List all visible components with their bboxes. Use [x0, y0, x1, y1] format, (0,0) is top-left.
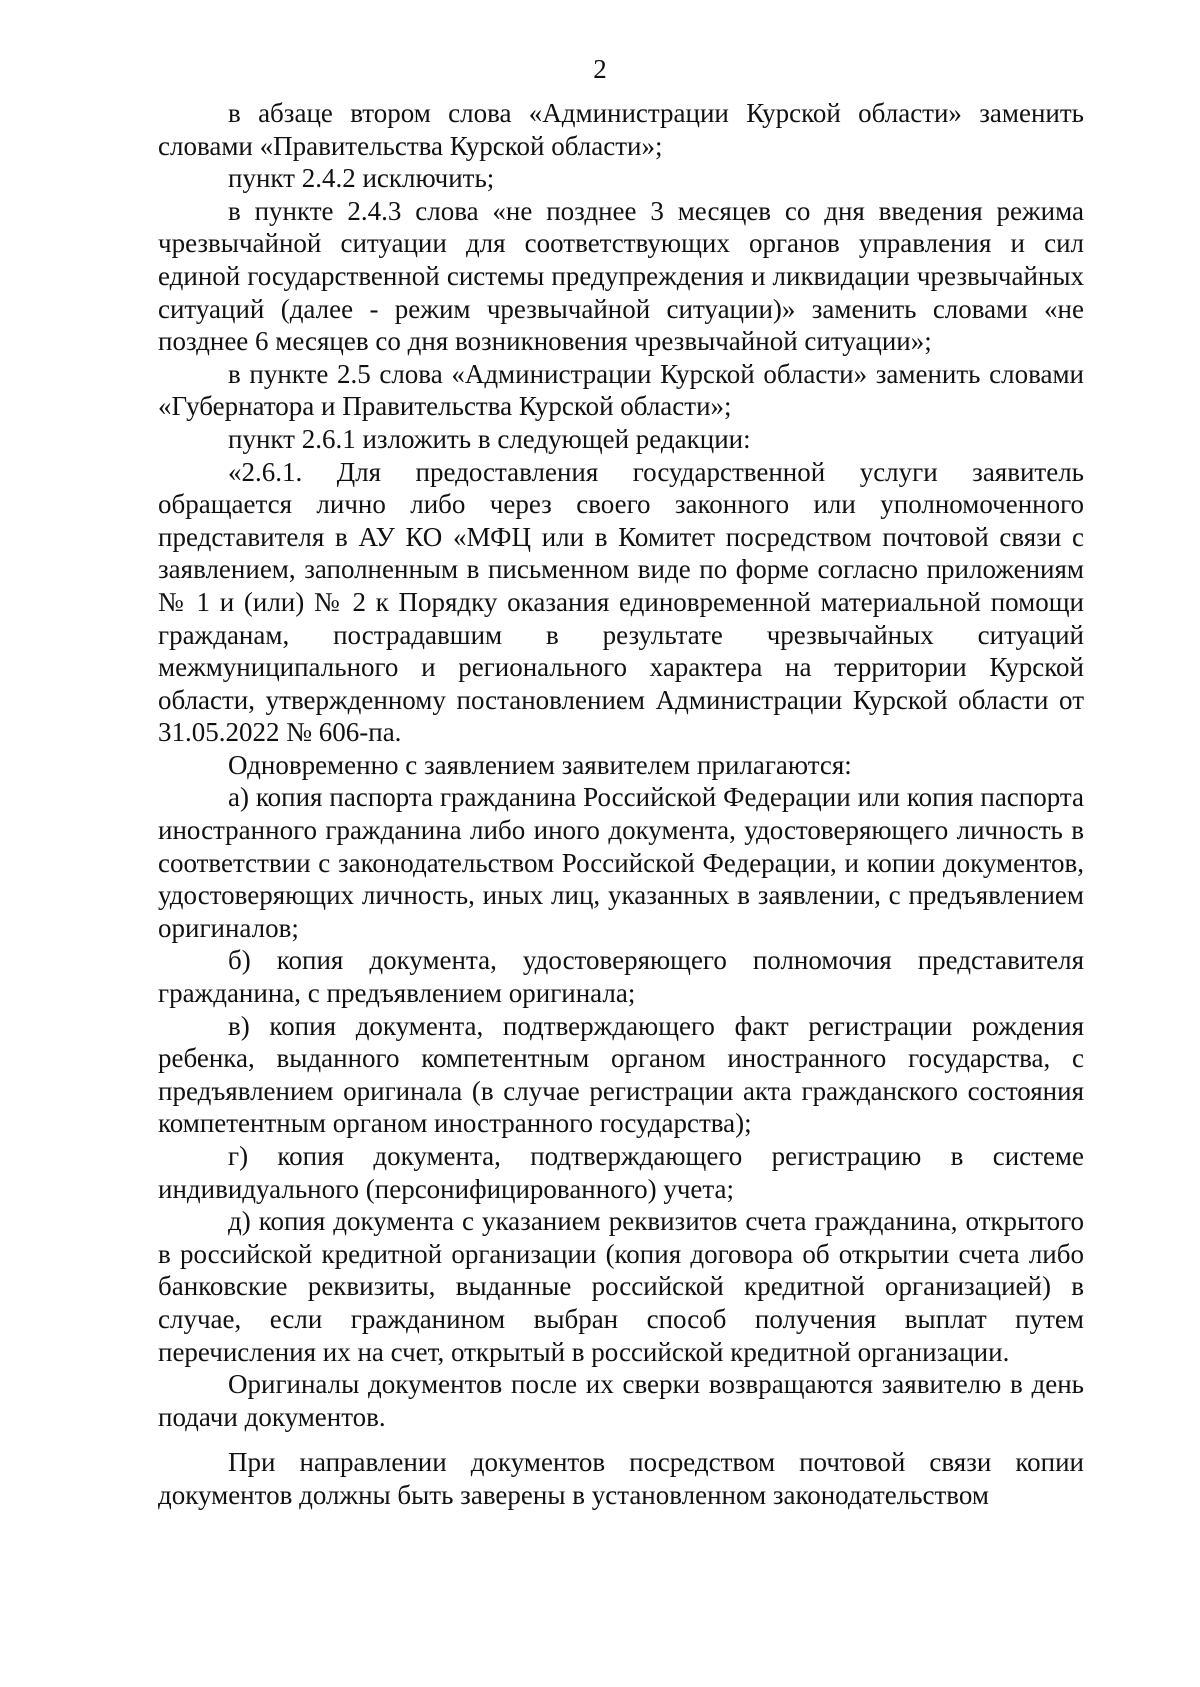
paragraph-2-6-1-text: «2.6.1. Для предоставления государственной услуги заявитель обращается лично либо через своего законного или уполномоченного представителя в АУ КО «МФЦ или в Комитет посредством почтовой связи с заявлением, заполненным в письменном виде по форме согласно приложениям № 1 и (или) № 2 к Порядку оказания единовременной материальной помощи гражданам, пострадавшим в результате чрезвычайных ситуаций межмуниципального и регионального характера на территории Курской области, утвержденному постановлением Администрации Курской области от 31.05.2022 № 606-па. [158, 456, 1084, 748]
paragraph-postal-copies: При направлении документов посредством почтовой связи копии документов должны быть заверены в установленном законодательством [158, 1447, 1084, 1510]
paragraph-item-g: г) копия документа, подтверждающего регистрацию в системе индивидуального (персонифицированного) учета; [158, 1141, 1084, 1204]
paragraph-item-d: д) копия документа с указанием реквизитов счета гражданина, открытого в российской кредитной организации (копия договора об открытии счета либо банковские реквизиты, выданные российской кредитной организацией) в случае, если гражданином выбран способ получения выплат путем перечисления их на счет, открытый в российской кредитной организации. [158, 1206, 1084, 1367]
paragraph-item-b: б) копия документа, удостоверяющего полномочия представителя гражданина, с предъявлением оригинала; [158, 945, 1084, 1009]
document-body [158, 97, 1084, 1512]
paragraph-amend-2-5: в пункте 2.5 слова «Администрации Курской области» заменить словами «Губернатора и Правительства Курской области»; [158, 358, 1084, 422]
paragraph-exclude-2-4-2: пункт 2.4.2 исключить; [228, 163, 495, 194]
paragraph-amend-2-4-3: в пункте 2.4.3 слова «не позднее 3 месяцев со дня введения режима чрезвычайной ситуации для соответствующих органов управления и сил единой государственной системы предупреждения и ликвидации чрезвычайных ситуаций (далее - режим чрезвычайной ситуации)» заменить словами «не позднее 6 месяцев со дня возникновения чрезвычайной ситуации»; [158, 195, 1084, 357]
paragraph-item-a: а) копия паспорта гражданина Российской Федерации или копия паспорта иностранного гражданина либо иного документа, удостоверяющего личность в соответствии с законодательством Российской Федерации, и копии документов, удостоверяющих личность, иных лиц, указанных в заявлении, с предъявлением оригиналов; [158, 782, 1084, 943]
paragraph-attachments-intro: Одновременно с заявлением заявителем прилагаются: [228, 749, 852, 780]
paragraph-item-v: в) копия документа, подтверждающего факт регистрации рождения ребенка, выданного компетентным органом иностранного государства, с предъявлением оригинала (в случае регистрации акта гражданского состояния компетентным органом иностранного государства); [158, 1010, 1084, 1139]
page-number: 2 [593, 54, 607, 84]
paragraph-restate-2-6-1: пункт 2.6.1 изложить в следующей редакции: [228, 423, 751, 454]
paragraph-originals-returned: Оригиналы документов после их сверки возвращаются заявителю в день подачи документов. [158, 1369, 1084, 1432]
paragraph-amend-second-abzac: в абзаце втором слова «Администрации Курской области» заменить словами «Правительства Курской области»; [158, 98, 1084, 161]
